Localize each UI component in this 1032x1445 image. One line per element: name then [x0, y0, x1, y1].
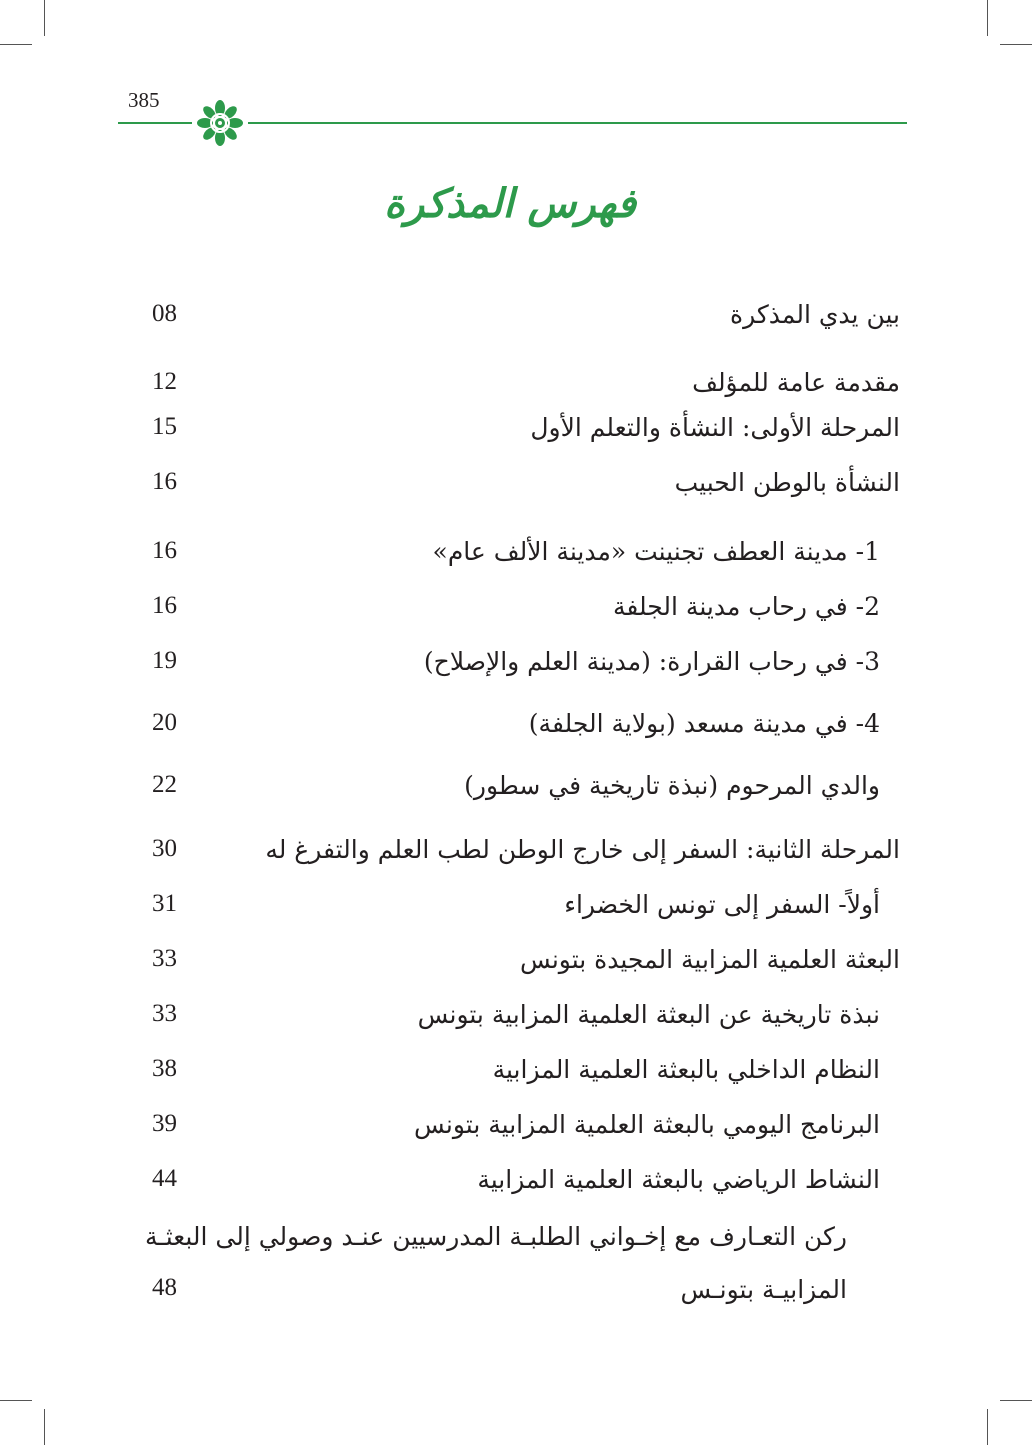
- page-number: 385: [128, 88, 160, 112]
- crop-mark: [987, 1409, 988, 1445]
- crop-mark: [1000, 1400, 1032, 1401]
- crop-mark: [987, 0, 988, 36]
- toc-entry: [0, 1055, 1032, 1095]
- toc-entry-page: 30: [152, 835, 177, 862]
- toc-entry: [0, 835, 1032, 875]
- toc-entry: [0, 300, 1032, 340]
- toc-entry-page: 12: [152, 368, 177, 395]
- toc-entry: [0, 709, 1032, 749]
- toc-entry-title: مقدمة عامة للمؤلف: [692, 368, 900, 397]
- toc-entry: [0, 1110, 1032, 1150]
- toc-entry: [0, 1165, 1032, 1205]
- toc-entry-title: نبذة تاريخية عن البعثة العلمية المزابية بتونس: [417, 1000, 880, 1029]
- toc-entry-page: 22: [152, 771, 177, 798]
- toc-entry-title: النشأة بالوطن الحبيب: [674, 468, 900, 497]
- crop-mark: [1000, 44, 1032, 45]
- toc-entry-page: 48: [152, 1274, 177, 1301]
- toc-entry-page: 16: [152, 537, 177, 564]
- toc-entry-title: النشاط الرياضي بالبعثة العلمية المزابية: [477, 1165, 880, 1194]
- toc-entry-title: 3- في رحاب القرارة: (مدينة العلم والإصلاح): [423, 647, 880, 676]
- toc-entry-page: 08: [152, 300, 177, 327]
- toc-entry-title: بين يدي المذكرة: [729, 300, 900, 329]
- toc-entry-page: 31: [152, 890, 177, 917]
- crop-mark: [0, 44, 32, 45]
- toc-entry: [0, 413, 1032, 453]
- toc-entry: [0, 592, 1032, 632]
- toc-entry-page: 44: [152, 1165, 177, 1192]
- toc-entry-page: 16: [152, 468, 177, 495]
- toc-entry: [0, 537, 1032, 577]
- crop-mark: [44, 0, 45, 36]
- toc-entry-page: 20: [152, 709, 177, 736]
- toc-entry-title: المرحلة الأولى: النشأة والتعلم الأول: [530, 413, 900, 442]
- toc-entry: [0, 945, 1032, 985]
- toc-entry-title: 4- في مدينة مسعد (بولاية الجلفة): [528, 709, 880, 738]
- toc-entry-title: 2- في رحاب مدينة الجلفة: [612, 592, 880, 621]
- toc-entry-title: النظام الداخلي بالبعثة العلمية المزابية: [492, 1055, 880, 1084]
- toc-entry: [0, 368, 1032, 408]
- toc-entry-title-line2: المزابيـة بتونـس: [680, 1275, 847, 1304]
- toc-entry-page: 33: [152, 1000, 177, 1027]
- toc-entry-page: 15: [152, 413, 177, 440]
- toc-entry-page: 16: [152, 592, 177, 619]
- toc-entry-page: 38: [152, 1055, 177, 1082]
- toc-entry-title: المرحلة الثانية: السفر إلى خارج الوطن لطب العلم والتفرغ له: [265, 835, 900, 864]
- toc-entry-title-line1: ركن التعـارف مع إخـواني الطلبـة المدرسيين عنـد وصولي إلى البعثـة: [144, 1222, 847, 1251]
- toc-entry-title: أولاً- السفر إلى تونس الخضراء: [564, 890, 880, 919]
- crop-mark: [44, 1409, 45, 1445]
- toc-entry-title: البرنامج اليومي بالبعثة العلمية المزابية بتونس: [414, 1110, 880, 1139]
- toc-entry-title: والدي المرحوم (نبذة تاريخية في سطور): [464, 771, 880, 800]
- toc-entry-page: 33: [152, 945, 177, 972]
- toc-entry: [0, 771, 1032, 811]
- toc-entry-page: 39: [152, 1110, 177, 1137]
- toc-entry: [0, 1000, 1032, 1040]
- page-title: فهرس المذكرة: [384, 180, 636, 227]
- toc-entry: [0, 647, 1032, 687]
- rosette-ornament-icon: [192, 97, 248, 149]
- toc-entry-page: 19: [152, 647, 177, 674]
- toc-entry-title: البعثة العلمية المزابية المجيدة بتونس: [519, 945, 900, 974]
- toc-entry-title: 1- مدينة العطف تجنينت «مدينة الألف عام»: [432, 537, 880, 566]
- crop-mark: [0, 1400, 32, 1401]
- toc-entry: [0, 890, 1032, 930]
- toc-entry: [0, 468, 1032, 508]
